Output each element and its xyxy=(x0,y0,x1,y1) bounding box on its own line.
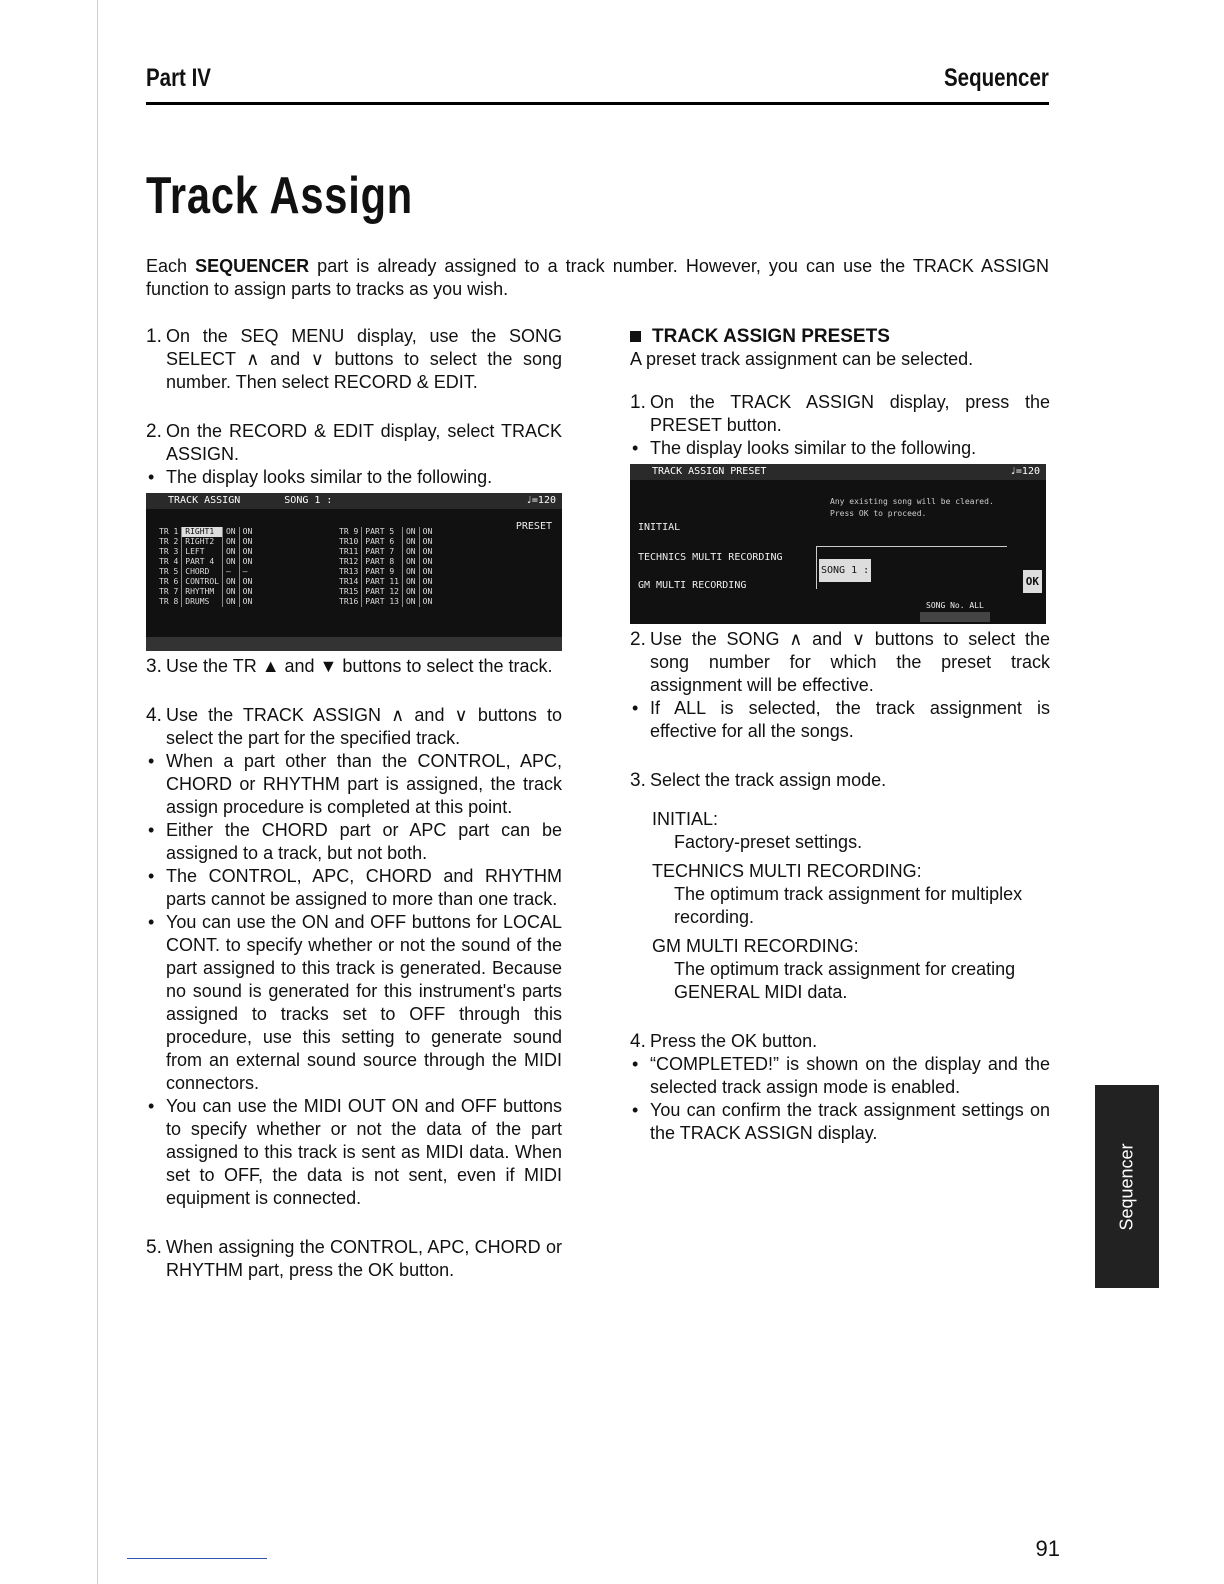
step-number: 3. xyxy=(630,770,646,791)
track-part: PART 5 xyxy=(362,527,403,537)
bullet-text: “COMPLETED!” is shown on the display and the selected track assign mode is enabled. xyxy=(650,1054,1050,1097)
bullet-text: You can use the MIDI OUT ON and OFF buttons to specify whether or not the data of the part assigned to this track is sent as MIDI data. When set to OFF, the data is not sent, even if MIDI equipment is connected. xyxy=(166,1096,562,1208)
display-title: TRACK ASSIGN PRESET xyxy=(652,466,767,477)
intro-bold: SEQUENCER xyxy=(195,256,310,276)
step-4 xyxy=(146,704,562,750)
step-number: 2. xyxy=(630,629,646,650)
step-text: On the SEQ MENU display, use the SONG SELECT ∧ and ∨ buttons to select the song number. Then select RECORD & EDIT. xyxy=(166,326,562,392)
track-midi: ON xyxy=(239,557,255,567)
bullet-icon: • xyxy=(148,912,155,932)
track-midi: ON xyxy=(419,587,435,597)
track-local: ON xyxy=(402,537,419,547)
page-number: 91 xyxy=(1035,1536,1060,1561)
track-row xyxy=(156,587,255,597)
track-part: PART 13 xyxy=(362,597,403,607)
step-text: On the RECORD & EDIT display, select TRACK ASSIGN. xyxy=(166,421,562,464)
display-song-no: SONG No. ALL xyxy=(926,601,984,610)
display-title: TRACK ASSIGN xyxy=(168,495,241,506)
track-number: TR 7 xyxy=(159,587,179,596)
track-midi: — xyxy=(239,567,255,577)
bullet-icon: • xyxy=(148,751,155,771)
bullet-text: You can use the ON and OFF buttons for LOCAL CONT. to specify whether or not the sound of the part assigned to this track is generated. Because no sound is generated for this instrument's parts assigned to tracks set to OFF through this procedure, use this setting to generate sound from an external sound source through the MIDI connectors. xyxy=(166,912,562,1093)
track-part: RIGHT1 xyxy=(182,527,223,537)
step-number: 4. xyxy=(630,1031,646,1052)
track-part: PART 7 xyxy=(362,547,403,557)
preset-step-3 xyxy=(630,769,1050,792)
track-assign-display xyxy=(146,493,562,651)
preset-step-4 xyxy=(630,1030,1050,1053)
bullet-icon: • xyxy=(148,1096,155,1116)
display-message xyxy=(830,496,994,520)
track-number: TR 9 xyxy=(339,527,359,536)
step-3 xyxy=(146,655,562,678)
bullet-text: When a part other than the CONTROL, APC, CHORD or RHYTHM part is assigned, the track assign procedure is completed at this point. xyxy=(166,751,562,817)
track-local: ON xyxy=(222,547,239,557)
track-local: ON xyxy=(222,557,239,567)
track-number: TR 3 xyxy=(159,547,179,556)
track-row xyxy=(156,537,255,547)
track-midi: ON xyxy=(239,587,255,597)
right-column xyxy=(630,325,1050,1145)
intro-paragraph xyxy=(146,255,1049,301)
bullet-icon: • xyxy=(632,438,639,458)
display-button-row xyxy=(920,612,990,622)
track-local: ON xyxy=(402,597,419,607)
track-local: ON xyxy=(222,537,239,547)
option-gm: GM MULTI RECORDING xyxy=(638,580,747,591)
track-local: ON xyxy=(222,527,239,537)
track-midi: ON xyxy=(239,547,255,557)
track-row xyxy=(156,567,255,577)
step-number: 4. xyxy=(146,705,162,726)
track-part: RIGHT2 xyxy=(182,537,223,547)
track-part: PART 6 xyxy=(362,537,403,547)
bullet-item xyxy=(630,437,1050,460)
track-midi: ON xyxy=(419,547,435,557)
bullet-item xyxy=(630,1099,1050,1145)
track-part: PART 8 xyxy=(362,557,403,567)
display-tempo: ♩=120 xyxy=(525,495,556,506)
display-preset-label: PRESET xyxy=(515,521,552,532)
step-text: When assigning the CONTROL, APC, CHORD or RHYTHM part, press the OK button. xyxy=(166,1237,562,1280)
track-number: TR15 xyxy=(339,587,359,596)
track-part: LEFT xyxy=(182,547,223,557)
track-midi: ON xyxy=(419,597,435,607)
track-local: ON xyxy=(222,587,239,597)
bullet-icon: • xyxy=(148,866,155,886)
mode-term: GM MULTI RECORDING: xyxy=(652,936,859,956)
track-local: ON xyxy=(402,557,419,567)
bullet-text: You can confirm the track assignment settings on the TRACK ASSIGN display. xyxy=(650,1100,1050,1143)
section-heading-text: TRACK ASSIGN PRESETS xyxy=(652,326,890,347)
track-part: CHORD xyxy=(182,567,223,577)
track-local: ON xyxy=(402,587,419,597)
step-number: 3. xyxy=(146,656,162,677)
track-midi: ON xyxy=(239,577,255,587)
step-number: 2. xyxy=(146,421,162,442)
mode-term: TECHNICS MULTI RECORDING: xyxy=(652,861,922,881)
display-message-line: Any existing song will be cleared. xyxy=(830,497,994,506)
bullet-text: The display looks similar to the following. xyxy=(650,438,977,458)
step-5 xyxy=(146,1236,562,1282)
display-button-row xyxy=(146,637,562,651)
track-row xyxy=(336,527,435,537)
track-row xyxy=(156,557,255,567)
bullet-text: The display looks similar to the following. xyxy=(166,467,493,487)
display-message-line: Press OK to proceed. xyxy=(830,509,927,518)
track-row xyxy=(336,557,435,567)
track-midi: ON xyxy=(239,527,255,537)
step-1 xyxy=(146,325,562,394)
track-number: TR16 xyxy=(339,597,359,606)
track-local: ON xyxy=(402,577,419,587)
song-select-box xyxy=(816,546,1007,589)
step-number: 5. xyxy=(146,1237,162,1258)
track-number: TR 8 xyxy=(159,597,179,606)
track-midi: ON xyxy=(419,527,435,537)
bullet-text: Either the CHORD part or APC part can be assigned to a track, but not both. xyxy=(166,820,562,863)
bullet-icon: • xyxy=(148,820,155,840)
part-label: Part IV xyxy=(146,64,211,92)
track-local: ON xyxy=(402,567,419,577)
track-number: TR 2 xyxy=(159,537,179,546)
track-part: CONTROL xyxy=(182,577,223,587)
track-part: PART 12 xyxy=(362,587,403,597)
bullet-text: If ALL is selected, the track assignment is effective for all the songs. xyxy=(650,698,1050,741)
track-number: TR13 xyxy=(339,567,359,576)
preset-step-2 xyxy=(630,628,1050,697)
track-row xyxy=(336,537,435,547)
track-assign-preset-display xyxy=(630,464,1046,624)
section-heading xyxy=(630,325,1050,348)
bullet-icon: • xyxy=(148,467,155,487)
option-initial: INITIAL xyxy=(638,522,681,533)
track-number: TR 4 xyxy=(159,557,179,566)
step-number: 1. xyxy=(630,392,646,413)
bullet-item xyxy=(630,1053,1050,1099)
track-number: TR 1 xyxy=(159,527,179,536)
bullet-item xyxy=(146,1095,562,1210)
left-column xyxy=(146,325,562,1282)
step-text: Use the TR ▲ and ▼ buttons to select the track. xyxy=(166,656,553,676)
display-title-bar xyxy=(146,493,562,509)
track-part: PART 4 xyxy=(182,557,223,567)
track-number: TR12 xyxy=(339,557,359,566)
display-song: SONG 1 : xyxy=(819,559,871,582)
bullet-text: The CONTROL, APC, CHORD and RHYTHM parts cannot be assigned to more than one track. xyxy=(166,866,562,909)
step-text: Select the track assign mode. xyxy=(650,770,887,790)
track-number: TR 6 xyxy=(159,577,179,586)
track-local: ON xyxy=(402,527,419,537)
section-lead: A preset track assignment can be selected. xyxy=(630,349,974,369)
bullet-icon: • xyxy=(632,1100,639,1120)
bullet-item xyxy=(146,911,562,1095)
track-midi: ON xyxy=(419,537,435,547)
step-2 xyxy=(146,420,562,466)
preset-step-1 xyxy=(630,391,1050,437)
bullet-item xyxy=(146,865,562,911)
intro-text-rest: part is already assigned to a track number. However, you can use the TRACK ASSIGN function to assign parts to tracks as you wish. xyxy=(146,256,1049,299)
track-row xyxy=(336,547,435,557)
track-row xyxy=(336,567,435,577)
display-tempo: ♩=120 xyxy=(1009,466,1040,477)
bullet-item xyxy=(146,466,562,489)
track-number: TR14 xyxy=(339,577,359,586)
step-number: 1. xyxy=(146,326,162,347)
bullet-item xyxy=(630,697,1050,743)
display-ok-button: OK xyxy=(1023,570,1042,593)
bullet-icon: • xyxy=(632,698,639,718)
display-song: SONG 1 : xyxy=(284,495,333,506)
footer-rule xyxy=(127,1558,267,1559)
mode-term: INITIAL: xyxy=(652,809,719,829)
track-table-a xyxy=(156,527,255,607)
track-number: TR 5 xyxy=(159,567,179,576)
track-midi: ON xyxy=(419,577,435,587)
track-row xyxy=(156,597,255,607)
display-title-bar xyxy=(630,464,1046,480)
mode-desc: Factory-preset settings. xyxy=(674,832,863,852)
track-part: RHYTHM xyxy=(182,587,223,597)
step-text: Use the TRACK ASSIGN ∧ and ∨ buttons to select the part for the specified track. xyxy=(166,705,562,748)
track-row xyxy=(156,527,255,537)
track-part: DRUMS xyxy=(182,597,223,607)
page-title: Track Assign xyxy=(146,167,414,225)
track-local: ON xyxy=(222,577,239,587)
bullet-icon: • xyxy=(632,1054,639,1074)
mode-desc: The optimum track assignment for multiplex recording. xyxy=(674,884,1023,927)
step-text: Use the SONG ∧ and ∨ buttons to select the song number for which the preset track assignment will be effective. xyxy=(650,629,1050,695)
track-row xyxy=(336,597,435,607)
page-header xyxy=(146,62,1049,105)
track-midi: ON xyxy=(419,567,435,577)
intro-text: Each xyxy=(146,256,196,276)
step-text: Press the OK button. xyxy=(650,1031,818,1051)
track-midi: ON xyxy=(419,557,435,567)
track-number: TR10 xyxy=(339,537,359,546)
bullet-item xyxy=(146,819,562,865)
track-local: ON xyxy=(402,547,419,557)
track-row xyxy=(336,587,435,597)
mode-desc: The optimum track assignment for creating GENERAL MIDI data. xyxy=(674,959,1016,1002)
track-number: TR11 xyxy=(339,547,359,556)
track-midi: ON xyxy=(239,597,255,607)
option-technics: TECHNICS MULTI RECORDING xyxy=(638,552,783,563)
track-table-b xyxy=(336,527,435,607)
track-row xyxy=(156,577,255,587)
section-label: Sequencer xyxy=(944,64,1049,92)
side-tab-label: Sequencer xyxy=(1116,1142,1137,1231)
track-part: PART 11 xyxy=(362,577,403,587)
side-tab xyxy=(1095,1085,1159,1288)
track-local: ON xyxy=(222,597,239,607)
track-local: — xyxy=(222,567,239,577)
step-text: On the TRACK ASSIGN display, press the PRESET button. xyxy=(650,392,1050,435)
track-part: PART 9 xyxy=(362,567,403,577)
margin-rule xyxy=(97,0,98,1584)
square-bullet-icon xyxy=(630,331,641,342)
track-midi: ON xyxy=(239,537,255,547)
track-row xyxy=(156,547,255,557)
bullet-item xyxy=(146,750,562,819)
track-row xyxy=(336,577,435,587)
